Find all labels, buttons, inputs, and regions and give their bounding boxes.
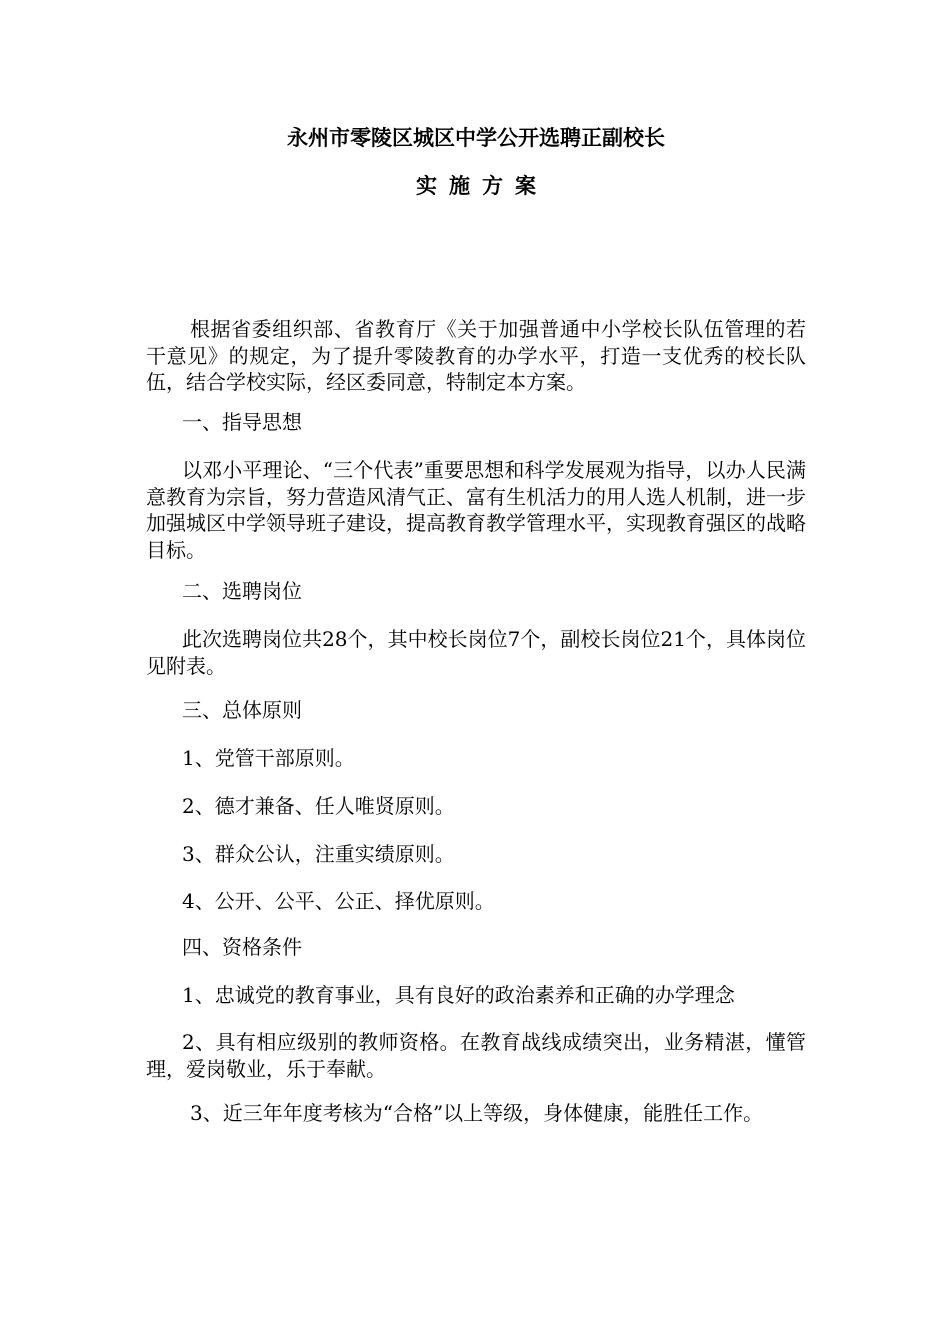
document-page bbox=[146, 0, 806, 1344]
section-heading-qualifications: 四、资格条件 bbox=[182, 935, 302, 959]
principle-item-1: 1、党管干部原则。 bbox=[182, 746, 355, 770]
intro-paragraph: 根据省委组织部、省教育厅《关于加强普通中小学校长队伍管理的若干意见》的规定，为了提升零陵教育的办学水平，打造一支优秀的校长队伍，结合学校实际，经区委同意，特制定本方案。 bbox=[146, 317, 806, 394]
document-title: 永州市零陵区城区中学公开选聘正副校长 bbox=[287, 125, 665, 150]
section-heading-positions: 二、选聘岗位 bbox=[182, 579, 302, 603]
section-heading-guiding-ideology: 一、指导思想 bbox=[182, 410, 302, 434]
document-subtitle: 实施方案 bbox=[416, 173, 548, 198]
qualification-item-3: 3、近三年年度考核为“合格”以上等级，身体健康，能胜任工作。 bbox=[190, 1101, 764, 1125]
qualification-item-1: 1、忠诚党的教育事业，具有良好的政治素养和正确的办学理念 bbox=[182, 983, 735, 1007]
principle-item-3: 3、群众公认，注重实绩原则。 bbox=[182, 842, 455, 866]
section-heading-principles: 三、总体原则 bbox=[182, 698, 302, 722]
guiding-ideology-paragraph: 以邓小平理论、“三个代表”重要思想和科学发展观为指导，以办人民满意教育为宗旨，努力营造风清气正、富有生机活力的用人选人机制，进一步加强城区中学领导班子建设，提高教育教学管理水平，实现教育强区的战略目标。 bbox=[146, 458, 806, 562]
principle-item-2: 2、德才兼备、任人唯贤原则。 bbox=[182, 794, 455, 818]
qualification-item-2: 2、具有相应级别的教师资格。在教育战线成绩突出，业务精湛，懂管理，爱岗敬业，乐于奉献。 bbox=[146, 1030, 806, 1081]
principle-item-4: 4、公开、公平、公正、择优原则。 bbox=[182, 889, 495, 913]
positions-paragraph: 此次选聘岗位共28个，其中校长岗位7个，副校长岗位21个，具体岗位见附表。 bbox=[146, 627, 806, 678]
